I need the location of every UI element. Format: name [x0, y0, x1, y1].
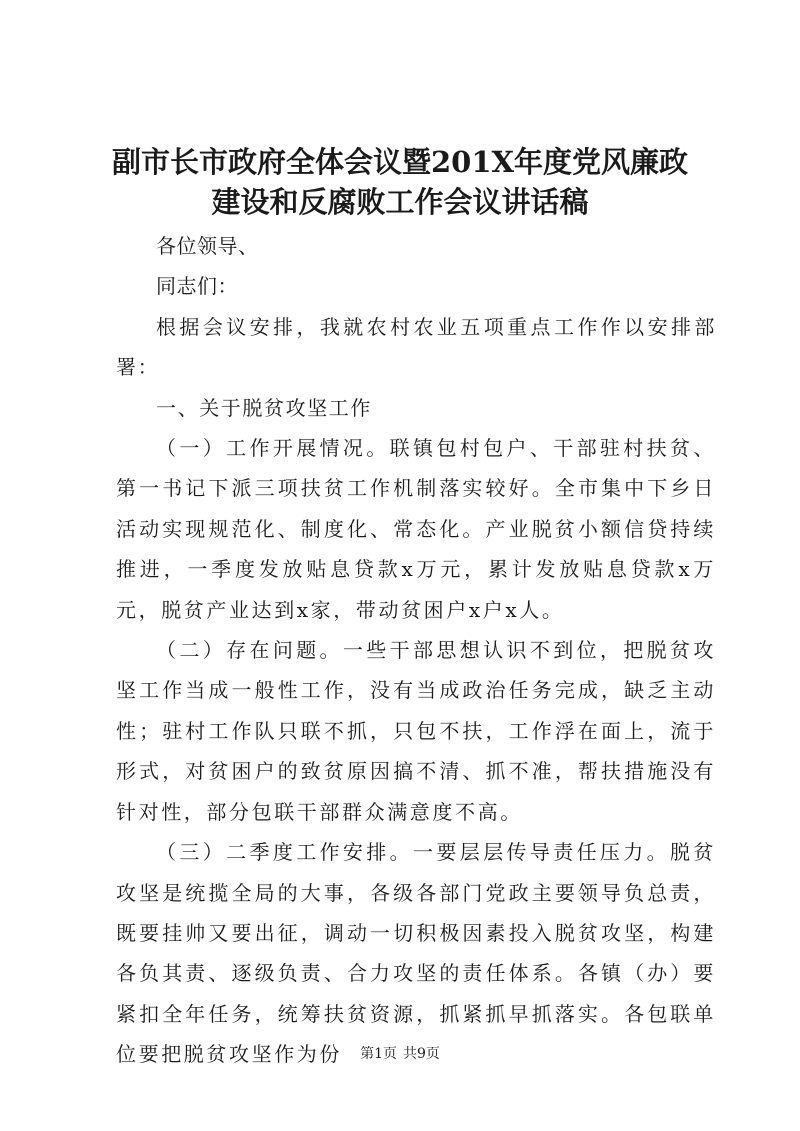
- intro-paragraph: 根据会议安排，我就农村农业五项重点工作作以安排部署：: [116, 314, 716, 380]
- salutation-leaders: 各位领导、: [156, 234, 259, 258]
- title-line-2: 建设和反腐败工作会议讲话稿: [211, 185, 589, 219]
- page-number: 第1页: [360, 1046, 397, 1062]
- document-body: [116, 226, 716, 1075]
- section-heading-1: 一、关于脱贫攻坚工作: [156, 395, 372, 420]
- page-total: 共9页: [403, 1046, 440, 1062]
- salutation-comrades: 同志们：: [156, 274, 238, 299]
- paragraph-work-progress: （一）工作开展情况。联镇包村包户、干部驻村扶贫、第一书记下派三项扶贫工作机制落实较好。全市集中下乡日活动实现规范化、制度化、常态化。产业脱贫小额信贷持续推进，一季度发放贴息贷款x万元，累计发放贴息贷款x万元，脱贫产业达到x家，带动贫困户x户x人。: [116, 436, 716, 622]
- document-title: [0, 142, 800, 222]
- paragraph-problems: （二）存在问题。一些干部思想认识不到位，把脱贫攻坚工作当成一般性工作，没有当成政治任务完成，缺乏主动性；驻村工作队只联不抓，只包不扶，工作浮在面上，流于形式，对贫困户的致贫原因搞不清、抓不准，帮扶措施没有针对性，部分包联干部群众满意度不高。: [116, 638, 716, 824]
- page-footer: [0, 1044, 800, 1064]
- paragraph-q2-plan: （三）二季度工作安排。一要层层传导责任压力。脱贫攻坚是统揽全局的大事，各级各部门党政主要领导负总责，既要挂帅又要出征，调动一切积极因素投入脱贫攻坚，构建各负其责、逐级负责、合力攻坚的责任体系。各镇（办）要紧扣全年任务，统筹扶贫资源，抓紧抓早抓落实。各包联单位要把脱贫攻坚作为份: [116, 840, 716, 1067]
- title-line-1: 副市长市政府全体会议暨201X年度党风廉政: [111, 145, 689, 179]
